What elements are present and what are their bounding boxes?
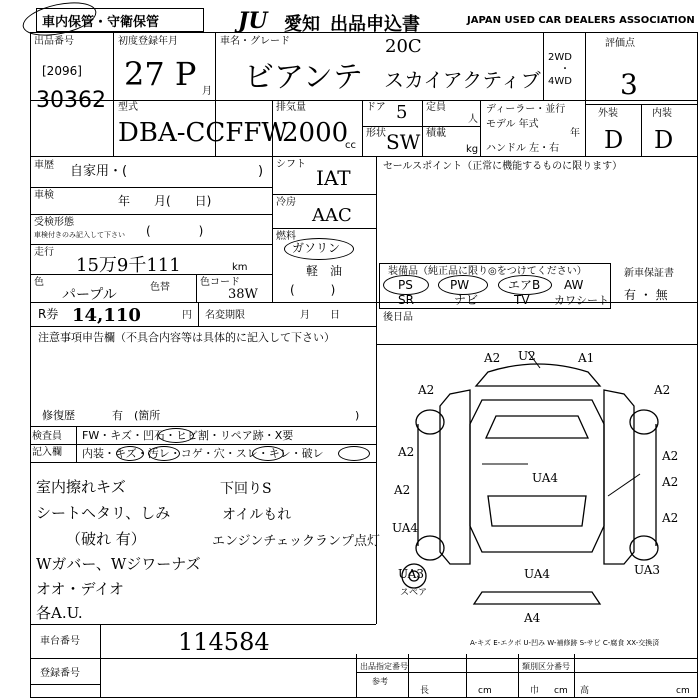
warranty-label: 新車保証書 bbox=[624, 268, 674, 279]
displacement-value: 2000 bbox=[282, 118, 349, 148]
note-right-3: エンジンチェックランプ点灯 bbox=[212, 534, 380, 549]
history-label: 車歴 bbox=[34, 160, 54, 171]
body-label: 形状 bbox=[366, 128, 386, 139]
displacement-unit: cc bbox=[345, 140, 356, 151]
name-change-value: 月 日 bbox=[300, 310, 340, 321]
caution-label: 注意事項申告欄（不具合内容等は具体的に記入して下さい） bbox=[38, 331, 335, 344]
check-circle-dirt bbox=[148, 446, 180, 461]
inspection-label: 車検 bbox=[34, 190, 54, 201]
model-year-label: モデル 年式 bbox=[486, 119, 539, 130]
history-value: 自家用・( bbox=[70, 164, 128, 179]
form-title: 出品申込書 bbox=[330, 14, 420, 35]
receipt-paren: ( ) bbox=[146, 224, 204, 238]
class-number-label: 類別区分番号 bbox=[522, 662, 570, 671]
note-right-1: 下回りS bbox=[220, 481, 272, 497]
recycle-fee: 14,110 bbox=[72, 305, 141, 326]
damage-mark-right-ua3: UA3 bbox=[634, 563, 661, 577]
mileage-label: 走行 bbox=[34, 247, 54, 258]
equip-leather-seat: カワシート bbox=[554, 294, 609, 307]
mileage-value: 15万9千111 bbox=[76, 255, 181, 276]
color-change-label: 色替 bbox=[150, 282, 170, 293]
receipt-label: 受検形態 bbox=[34, 217, 74, 228]
length-label: 長 bbox=[420, 686, 430, 696]
equipment-label: 装備品（純正品に限り◎をつけてください） bbox=[388, 266, 587, 277]
repair-history-label: 修復歴 bbox=[42, 409, 75, 422]
first-registration-value: 27 P bbox=[124, 55, 197, 93]
note-line-1: 室内擦れキズ bbox=[36, 478, 126, 496]
length-unit: cm bbox=[478, 686, 492, 696]
color-code-value: 38W bbox=[228, 287, 258, 302]
damage-mark-front-a1: A1 bbox=[578, 351, 595, 365]
after-items-label: 後日品 bbox=[383, 312, 413, 323]
exterior-grade: D bbox=[604, 126, 624, 154]
association-name: JAPAN USED CAR DEALERS ASSOCIATION bbox=[467, 15, 695, 26]
chassis-label: 車台番号 bbox=[40, 636, 80, 647]
height-label: 高 bbox=[580, 686, 590, 696]
storage-box: 車内保管・守衛保管 bbox=[36, 8, 204, 32]
warranty-options: 有 ・ 無 bbox=[624, 288, 668, 302]
grade-top: 20C bbox=[385, 36, 422, 57]
shift-label: シフト bbox=[276, 159, 306, 170]
check-row-exterior: FW・キズ・凹石・ヒビ割・リペア跡・X要 bbox=[82, 429, 294, 442]
load-label: 積載 bbox=[426, 128, 446, 139]
interior-label: 内装 bbox=[652, 108, 672, 119]
model-code: DBA-CCFFW bbox=[118, 118, 289, 148]
damage-mark-rear-a4: A4 bbox=[524, 611, 541, 624]
year-unit: 年 bbox=[570, 128, 580, 139]
storage-indoor: 車内保管 bbox=[42, 15, 95, 30]
car-name: ビアンテ bbox=[244, 60, 363, 95]
damage-mark-right-a2-2: A2 bbox=[662, 475, 679, 489]
aircon-label: 冷房 bbox=[276, 197, 296, 208]
storage-guard: 守衛保管 bbox=[107, 15, 160, 30]
equip-ps: PS bbox=[398, 278, 413, 292]
damage-mark-right-front-a2: A2 bbox=[654, 383, 671, 397]
color-code-label: 色コード bbox=[200, 277, 240, 288]
equip-navi: ナビ bbox=[454, 293, 479, 307]
equip-sr: SR bbox=[398, 293, 414, 307]
name-change-label: 名変期限 bbox=[205, 310, 245, 321]
height-unit: cm bbox=[676, 686, 690, 696]
drive-2wd: 2WD bbox=[548, 52, 572, 63]
damage-mark-right-a2-3: A2 bbox=[662, 511, 679, 525]
shift-value: IAT bbox=[316, 166, 351, 190]
fuel-gasoline-circle bbox=[284, 238, 354, 260]
doors-value: 5 bbox=[396, 102, 408, 123]
dealer-label: ディーラー・並行 bbox=[486, 104, 566, 115]
lot-number: 30362 bbox=[36, 88, 106, 113]
damage-mark-rear-ua4: UA4 bbox=[524, 567, 551, 581]
capacity-unit: 人 bbox=[468, 114, 478, 125]
recycle-unit: 円 bbox=[182, 310, 192, 321]
doors-label: ドア bbox=[366, 102, 386, 113]
fuel-diesel: 軽 油 bbox=[306, 264, 343, 278]
damage-mark-left-front-a2: A2 bbox=[418, 383, 435, 397]
damage-mark-roof-ua4: UA4 bbox=[532, 471, 559, 485]
color-value: パープル bbox=[62, 287, 117, 303]
grade-name: スカイアクティブ bbox=[384, 68, 541, 92]
note-line-3: （破れ 有） bbox=[66, 530, 146, 548]
ref-label: 参考 bbox=[372, 677, 388, 686]
capacity-label: 定員 bbox=[426, 102, 446, 113]
displacement-label: 排気量 bbox=[276, 102, 306, 113]
damage-mark-left-a2: A2 bbox=[398, 445, 415, 459]
first-registration-month-unit: 月 bbox=[202, 86, 212, 97]
note-line-4: Wガバー、Wジワーナズ bbox=[36, 555, 201, 573]
exterior-label: 外装 bbox=[598, 108, 618, 119]
mileage-unit: km bbox=[232, 262, 248, 273]
equip-pw-circle bbox=[438, 275, 488, 295]
check-row-interior: 内装・キズ・汚レ・コゲ・穴・スレ・キレ・破レ bbox=[82, 447, 324, 460]
evaluation-score: 3 bbox=[620, 68, 638, 101]
inspection-value: 年 月( 日) bbox=[118, 194, 212, 208]
width-label: 巾 bbox=[530, 686, 540, 696]
car-damage-diagram bbox=[378, 346, 696, 624]
registration-label: 登録番号 bbox=[40, 668, 80, 679]
check-circle-wear bbox=[252, 446, 284, 461]
note-line-6: 各A.U. bbox=[36, 604, 83, 622]
evaluation-score-label: 評価点 bbox=[605, 38, 635, 49]
inspector-label: 検査員 bbox=[32, 431, 62, 442]
equip-airbag-circle bbox=[498, 275, 552, 295]
check-circle-scratch bbox=[116, 446, 144, 461]
receipt-sub: 車検付きのみ記入して下さい bbox=[34, 231, 125, 239]
sales-point-label: セールスポイント（正常に機能するものに限ります） bbox=[383, 161, 623, 172]
equip-airbag: エアB bbox=[508, 278, 541, 292]
recycle-label: R券 bbox=[38, 307, 59, 321]
width-unit: cm bbox=[554, 686, 568, 696]
note-line-2: シートヘタリ、しみ bbox=[36, 504, 171, 522]
aircon-value: AAC bbox=[312, 205, 352, 226]
damage-mark-left-a2-door: A2 bbox=[394, 483, 411, 497]
drive-4wd: 4WD bbox=[548, 76, 572, 87]
fuel-gasoline: ガソリン bbox=[292, 241, 341, 255]
spare-label: スペア bbox=[400, 588, 428, 598]
damage-mark-front-a2: A2 bbox=[484, 351, 501, 365]
lot-number-label: 出品番号 bbox=[34, 36, 74, 47]
repair-history-value: 有 (箇所 bbox=[112, 409, 161, 422]
damage-mark-left-ua4: UA4 bbox=[392, 521, 419, 535]
load-unit: kg bbox=[466, 144, 479, 155]
chassis-number: 114584 bbox=[178, 628, 270, 656]
damage-mark-right-a2-1: A2 bbox=[662, 449, 679, 463]
body-value: SW bbox=[386, 130, 421, 154]
note-right-2: オイルもれ bbox=[222, 507, 292, 523]
damage-mark-left-ua3: UA3 bbox=[398, 567, 425, 581]
color-label: 色 bbox=[34, 277, 44, 288]
first-registration-label: 初度登録年月 bbox=[118, 36, 178, 47]
car-name-label: 車名・グレード bbox=[220, 36, 290, 47]
handle-label: ハンドル 左・右 bbox=[486, 143, 560, 154]
ju-logo: JU bbox=[238, 8, 268, 34]
note-line-5: オオ・デイオ bbox=[36, 580, 125, 598]
lot-sub-number: [2096] bbox=[42, 64, 82, 78]
equip-pw: PW bbox=[450, 278, 470, 292]
check-circle-stone bbox=[158, 428, 194, 443]
damage-legend: A-キズ E-エクボ U-凹み W-補修跡 S-サビ C-腐食 XX-交換済 bbox=[470, 639, 660, 647]
model-label: 型式 bbox=[118, 102, 138, 113]
fuel-label: 燃料 bbox=[276, 231, 296, 242]
equip-ps-circle bbox=[383, 275, 429, 295]
interior-grade: D bbox=[654, 126, 674, 154]
fuel-paren: ( ) bbox=[290, 283, 336, 297]
entry-label: 記入欄 bbox=[32, 447, 62, 458]
equip-aw: AW bbox=[564, 278, 584, 292]
damage-mark-front-u2: U2 bbox=[518, 349, 536, 363]
brand-name: 愛知 bbox=[284, 14, 320, 35]
check-circle-tear bbox=[338, 446, 370, 461]
designated-number-label: 出品指定番号 bbox=[360, 662, 408, 671]
equip-tv: TV bbox=[514, 293, 530, 307]
